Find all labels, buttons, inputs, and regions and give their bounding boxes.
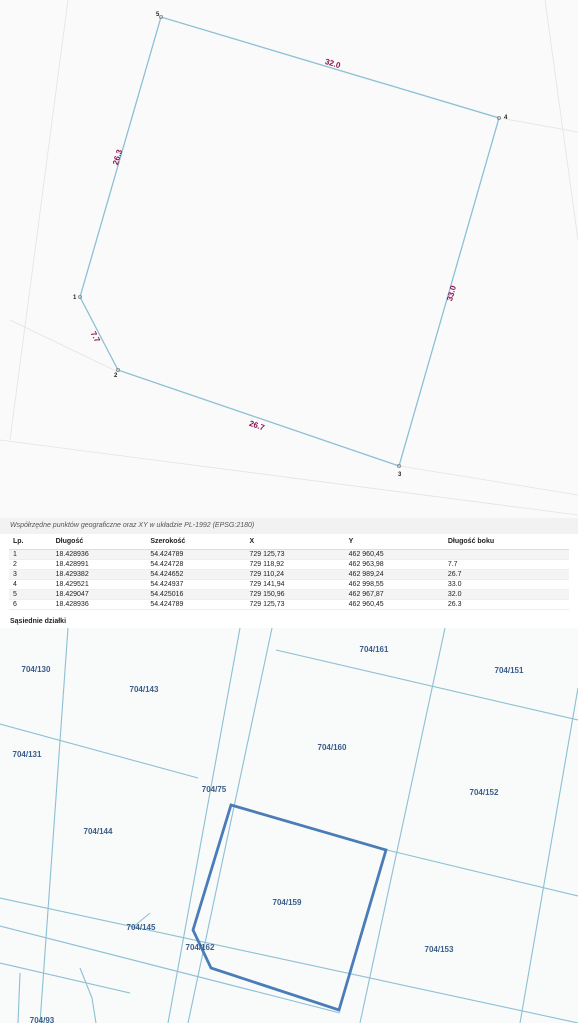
plot-boundary-line: [18, 973, 20, 1023]
table-cell: 1: [9, 550, 52, 560]
plot-label-704-152[interactable]: 704/152: [469, 788, 499, 797]
plot-label-704-75[interactable]: 704/75: [201, 785, 227, 794]
table-row: [9, 600, 569, 610]
side-length-4-5: 32.0: [323, 57, 342, 71]
plot-label-704-161[interactable]: 704/161: [359, 645, 389, 654]
table-cell: 6: [9, 600, 52, 610]
neighbours-map[interactable]: [0, 628, 578, 1023]
plot-label-704-145[interactable]: 704/145: [126, 923, 156, 932]
table-cell: 5: [9, 590, 52, 600]
background-line: [500, 118, 578, 132]
table-cell: 54.424937: [146, 580, 245, 590]
plot-label-704-93[interactable]: 704/93: [29, 1016, 55, 1023]
background-line: [545, 0, 578, 240]
plot-boundary-line: [40, 628, 68, 1023]
point-label-1: 1: [73, 295, 77, 301]
point-label-3: 3: [398, 472, 402, 478]
background-line: [10, 0, 68, 440]
table-row: [9, 590, 569, 600]
coordinates-table: [9, 534, 569, 610]
table-cell: 462 960,45: [345, 550, 444, 560]
table-cell: 462 960,45: [345, 600, 444, 610]
table-cell: 729 110,24: [245, 570, 344, 580]
plot-boundary-line: [0, 898, 578, 1023]
plot-boundary-line: [360, 628, 445, 1023]
plot-label-704-159[interactable]: 704/159: [272, 898, 302, 907]
table-cell: 729 125,73: [245, 600, 344, 610]
table-row: [9, 570, 569, 580]
plot-boundaries: [0, 628, 578, 1023]
plot-label-704-153[interactable]: 704/153: [424, 945, 454, 954]
plot-label-704-130[interactable]: 704/130: [21, 665, 51, 674]
background-line: [400, 466, 578, 495]
table-cell: 18.429382: [52, 570, 147, 580]
column-header: X: [245, 534, 344, 550]
table-cell: 462 989,24: [345, 570, 444, 580]
plot-label-704-144[interactable]: 704/144: [83, 827, 113, 836]
side-length-2-3: 26.7: [247, 418, 266, 433]
table-cell: 54.424728: [146, 560, 245, 570]
plot-boundary-line: [80, 968, 92, 998]
table-cell: 18.428936: [52, 600, 147, 610]
column-header: Szerokość: [146, 534, 245, 550]
table-cell: 54.424789: [146, 600, 245, 610]
table-cell: 26.3: [444, 600, 569, 610]
plot-label-704-151[interactable]: 704/151: [494, 666, 524, 675]
table-cell: 2: [9, 560, 52, 570]
table-cell: 18.429047: [52, 590, 147, 600]
side-length-1-2: 7.7: [88, 329, 102, 344]
coordinates-caption: Współrzędne punktów geograficzne oraz XY w układzie PL-1992 (EPSG:2180): [0, 518, 578, 534]
table-cell: 3: [9, 570, 52, 580]
plot-label-704-143[interactable]: 704/143: [129, 685, 159, 694]
table-cell: 18.428936: [52, 550, 147, 560]
table-header-row: [9, 534, 569, 550]
table-cell: 26.7: [444, 570, 569, 580]
parcel-boundary[interactable]: [80, 17, 499, 466]
side-length-5-1: 26.3: [111, 148, 125, 167]
plot-boundary-line: [520, 688, 578, 1023]
plot-label-704-160[interactable]: 704/160: [317, 743, 347, 752]
column-header: Y: [345, 534, 444, 550]
table-cell: 729 125,73: [245, 550, 344, 560]
column-header: Długość: [52, 534, 147, 550]
table-cell: 54.425016: [146, 590, 245, 600]
table-cell: 7.7: [444, 560, 569, 570]
plot-label-704-131[interactable]: 704/131: [12, 750, 42, 759]
point-label-4: 4: [504, 115, 508, 121]
point-label-2: 2: [114, 373, 118, 379]
table-cell: 462 998,55: [345, 580, 444, 590]
plot-boundary-line: [168, 628, 240, 1023]
plot-label-704-162[interactable]: 704/162: [185, 943, 215, 952]
table-cell: 462 967,87: [345, 590, 444, 600]
background-line: [0, 440, 578, 515]
table-cell: 729 150,96: [245, 590, 344, 600]
plot-boundary-line: [0, 926, 340, 1013]
table-row: [9, 560, 569, 570]
table-cell: 54.424652: [146, 570, 245, 580]
column-header: Lp.: [9, 534, 52, 550]
side-length-3-4: 33.0: [445, 284, 459, 303]
table-cell: 32.0: [444, 590, 569, 600]
point-label-5: 5: [156, 12, 160, 18]
highlighted-parcel-704-159[interactable]: [193, 805, 386, 1010]
table-cell: 729 118,92: [245, 560, 344, 570]
table-cell: 729 141,94: [245, 580, 344, 590]
table-cell: 18.429521: [52, 580, 147, 590]
plot-boundary-line: [185, 628, 272, 1023]
background-line: [10, 320, 118, 372]
column-header: Długość boku: [444, 534, 569, 550]
plot-boundary-line: [92, 998, 96, 1023]
table-row: [9, 550, 569, 560]
table-cell: 54.424789: [146, 550, 245, 560]
table-cell: [444, 550, 569, 560]
table-cell: 4: [9, 580, 52, 590]
neighbours-title: Sąsiednie działki: [10, 618, 67, 625]
table-row: [9, 580, 569, 590]
table-cell: 18.428991: [52, 560, 147, 570]
table-cell: 33.0: [444, 580, 569, 590]
table-cell: 462 963,98: [345, 560, 444, 570]
plot-boundary-line: [387, 850, 578, 896]
coordinates-section: [0, 518, 578, 610]
